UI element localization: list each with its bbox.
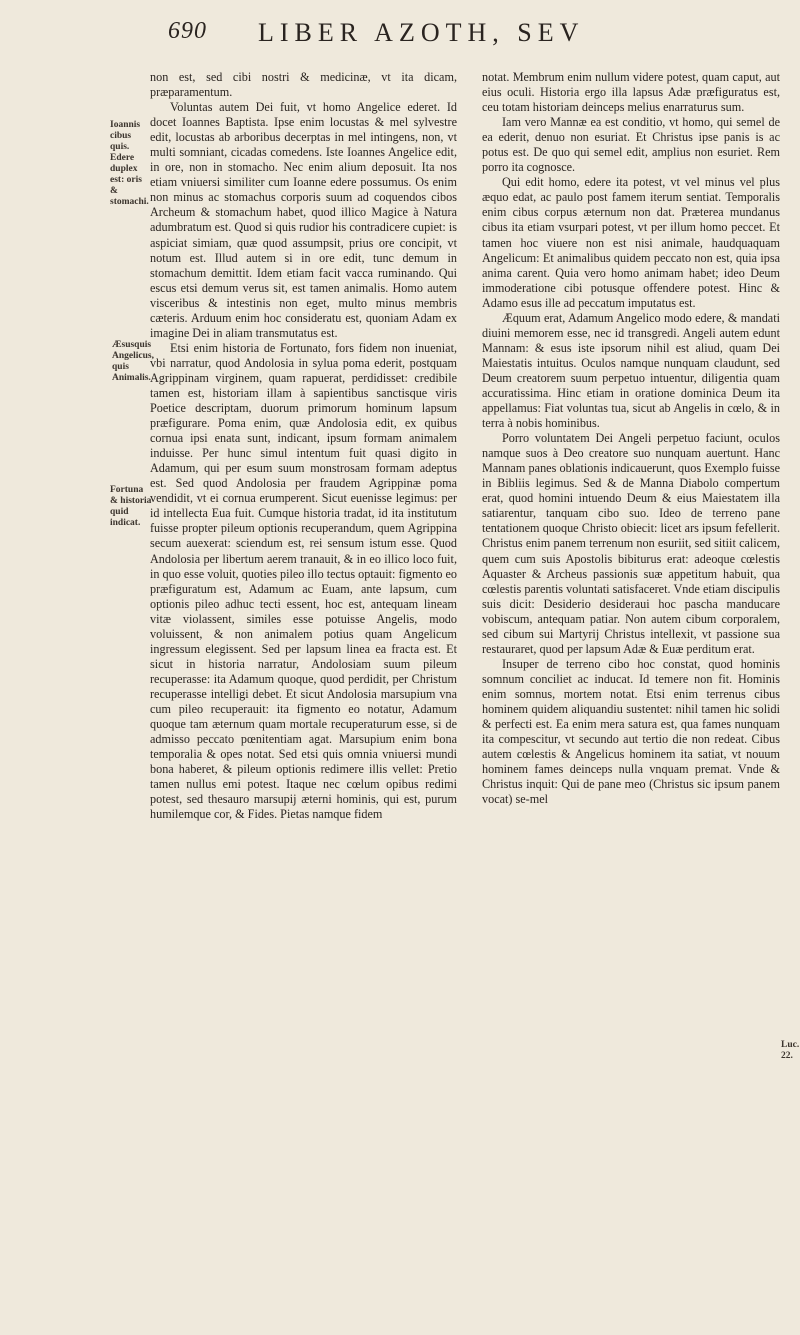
paragraph: Iam vero Mannæ ea est conditio, vt homo, qui semel de ea ederit, denuo non esuriat. Et Christus ipse panis is ac potus est. De quo qui semel edit, amplius non esuriet. Rem porro ita cognosce. [482, 115, 780, 175]
paragraph: Insuper de terreno cibo hoc constat, quod hominis somnum conciliet ac inducat. Id temere non fit. Hominis enim somnus, mortem notat. Etsi enim terrenus cibus hominem quidem aliquandiu sustentet: nihil tamen hic solidi & perfecti est. Ea enim mera satura est, qua fames nunquam ita compescitur, vt secundo aut tertio die non redeat. Cibus autem cœlestis & Angelicus hominem ita satiat, vt nouum hominem fames deinceps nulla vnquam premat. Vnde & Christus inquit: Qui de pane meo (Christus sic ipsum panem vocat) se-mel [482, 656, 780, 807]
margin-note: Luc. 22. [781, 1040, 800, 1061]
paragraph: notat. Membrum enim nullum videre potest, quam caput, aut eius oculi. Historia ergo illa lapsus Adæ præfiguratus est, ceu totam historiam deinceps melius enarraturus sum. [482, 70, 780, 115]
running-head: LIBER AZOTH, SEV [258, 18, 585, 47]
paragraph: Qui edit homo, edere ita potest, vt vel minus vel plus æquo edat, ac paulo post famem iterum sentiat. Temporalis enim cibus corpus æternum non dat. Præterea mundanus cibus ita etiam vsurpari potest, vt per illum homo peccet. Et tamen hoc viuere non est nisi animale, haudquaquam Angelicum: Et animalibus quidem peccato non est, quia ipsa anima carent. Quia vero homo animam habet; ideo Deum immoderatione cibi potusque offendere potest. Hinc & Adamo esus ille ad peccatum imputatus est. [482, 175, 780, 310]
margin-note: Æsusquis Angelicus, quis Animalis. [112, 340, 154, 383]
paragraph: Æquum erat, Adamum Angelico modo edere, & mandati diuini memorem esse, nec id transgredi. Angeli autem edunt Mannam: & esus iste ipsorum nihil est aliud, quam Dei Maiestatis intuitus. Oculos namque nunquam claudunt, sed Deum creatorem suum perpetuo intuentur, diligentia quam accuratissima. Hinc etiam in oratione dominica Deum ita appellamus: Fiat voluntas tua, sicut ab Angelis in cœlo, & in terra à nobis hominibus. [482, 310, 780, 431]
margin-note: Fortuna & historia quid indicat. [110, 485, 152, 528]
paragraph: non est, sed cibi nostri & medicinæ, vt ita dicam, præparamentum. [150, 70, 457, 100]
paragraph: Porro voluntatem Dei Angeli perpetuo faciunt, oculos namque suos à Deo creatore suo nunquam auertunt. Hanc Mannam panes oblationis indicauerunt, quos Exemplo fuisse in Bibliis legimus. Sed & de Manna Diabolo compertum erat, quod homini intuendo Deum & eius Maiestatem illa satiarentur, tanquam cibo suo. Ideo de terreno pane tentationem quoque Christo obiecit: licet ars ipsum fefellerit. Christus enim panem terrenum non esuriit, sed sitiit calicem, quem cum suis Apostolis bibiturus erat: adeoque cœlestis Aquaster & Archeus passionis suæ appetitum habuit, qua cœlestis parentis voluntati satisfaceret. Vnde etiam discipulis suis dicit: Desiderio desideraui hoc pascha manducare vobiscum, antequam patiar. Non autem cibum corporalem, sed cibum sui Martyrij Christus intellexit, vt passione sua restauraret, quod per lapsum Adæ & Euæ perditum erat. [482, 431, 780, 656]
paragraph: Etsi enim historia de Fortunato, fors fidem non inueniat, vbi narratur, quod Andolosia in sylua poma ederit, postquam Agrippinam virginem, quam rapuerat, perdidisset: credibile tamen est, historiam illam à sapientibus sanctisque viris Poetice descriptam, duorum primorum hominum lapsum præfigurare. Poma enim, quæ Andolosia edit, ex quibus cornua ipsi enata sunt, indicant, ipsum formam animalem induisse. Per hunc simul intentum fuit quasi digito in Adamum, qui per esum suum monstrosam formam adeptus est. Sed quod Andolosia per fraudem Agrippinæ poma vendidit, vt ei cornua erumperent. Sicut euenisse legimus: per id intellecta Eua fuit. Cumque historia tradat, id ita institutum fuisse propter pileum optionis recuperandum, quem Agrippina secum auexerat: sciendum est, rei sensum istum esse. Quod Andolosia per libertum aerem tranauit, & in eo illico loco fuit, in quo esse voluit, quoties pileo illo tectus optauit: figmento eo præfiguratum est, Adamum ac Euam, ante lapsum, cum optionis pileo adhuc tecti essent, hoc est, antequam lineam vitæ violassent, similes esse potuisse Angelis, modo voluissent, & non animalem potius quam Angelicum ingressum elegissent. Sed per lapsum linea ea fracta est. Et sicut in historia narratur, Andolosiam suum pileum recuperasse: ita Adamum quoque, quod perdidit, per Christum recuperasse intelligi debet. Et sicut Andolosia marsupium vna cum pileo recuperauit: ita figmento eo notatur, Adamum quoque tam æternum quam mortale recuperaturum esse, si de admisso peccato pœnitentiam agat. Marsupium enim bona temporalia & opes notat. Sed etsi quis omnia vniuersi mundi bona haberet, & pileum optionis redimere illis vellet: Pretio tamen nullus emi potest. Itaque nec cœlum opibus redimi potest, sed thesauro marsupij æterni hominis, qui est, purum humilemque cor, & Fides. Pietas namque fidem [150, 340, 457, 822]
page-header [0, 18, 800, 58]
page-number: 690 [168, 18, 207, 44]
paragraph: Voluntas autem Dei fuit, vt homo Angelice ederet. Id docet Ioannes Baptista. Ipse enim locustas & mel sylvestre edit, locustas ab arboribus decerptas in mel intingens, non, vt multi somniant, cicadas comedens. Iste Ioannes Angelice edit, in ore, non in stomacho. Nec enim alium deposuit. Ita nos etiam vniuersi similiter cum Ioanne edere possumus. Os enim non minus ac stomachus corporis suum ad coquendos cibos Archeum & stomachum habet, quod illico Magice à Natura adumbratum est. Quod si quis rudior his contradicere cupiet: is aspiciat simiam, quæ quod assumpsit, prius ore concipit, vt notum est. Illud autem si in ore edit, tunc demum in stomachum demittit. Idem etiam facit vacca ruminando. Qui escus etsi demum verus sit, est tamen animalis. Homo autem visceribus & intestinis non eget, multo minus membris cæteris. Arduum enim hoc consideratu est, quoniam Adam ex imagine Dei in aliam transmutatus est. [150, 100, 457, 340]
margin-note: Ioannis cibus quis. Edere duplex est: oris & stomachi. [110, 120, 149, 207]
right-column [482, 70, 780, 1320]
left-column [150, 70, 457, 1320]
